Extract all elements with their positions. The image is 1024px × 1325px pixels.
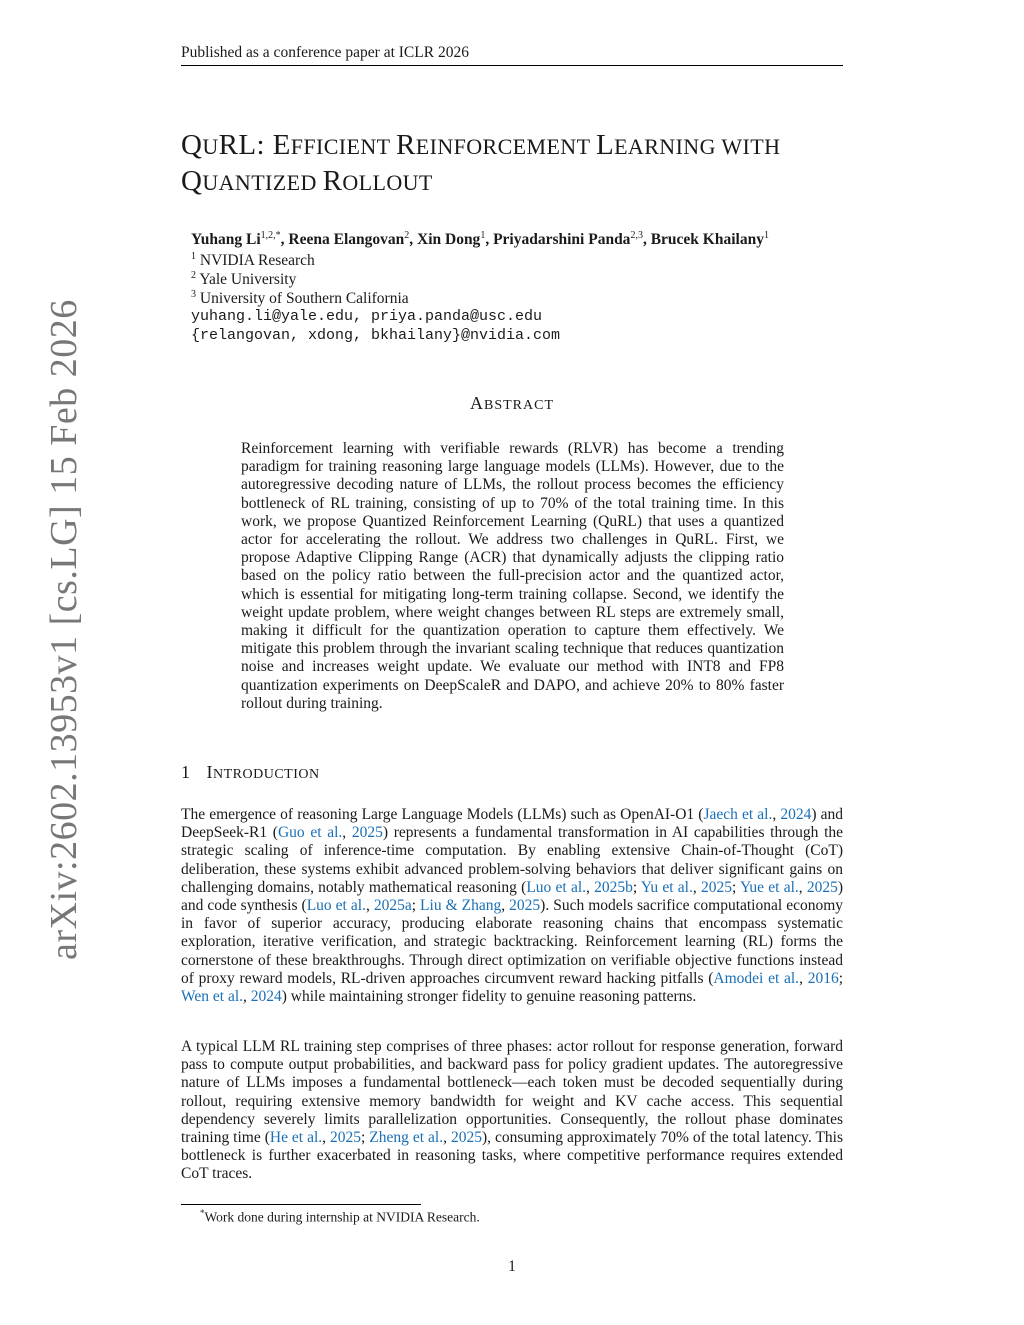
footnote: *Work done during internship at NVIDIA Research.: [200, 1208, 480, 1225]
paragraph-text: ,: [322, 1129, 330, 1147]
citation-link[interactable]: 2025: [450, 1129, 482, 1147]
paragraph-text: ;: [632, 878, 641, 896]
paragraph-text: The emergence of reasoning Large Language Models (LLMs) such as OpenAI-O1 (: [181, 806, 704, 823]
affiliation: $^3$ University of Southern California: [191, 289, 409, 308]
citation-link[interactable]: Luo et al.: [306, 897, 366, 915]
author-name: Reena Elangovan: [288, 231, 405, 249]
citation-link[interactable]: Guo et al.: [277, 824, 343, 842]
paragraph-text: ,: [365, 897, 374, 915]
paragraph-text: ). Such models sacrifice computational economy in favor of superior accuracy, producing elaborate reasoning chains that encompass systematic exploration, iterative verification, and strategic backtracking. Reinforcement learning (RL) forms the cornerstone of these breakthroughs. Through direct optimization on verifiable objective functions instead of proxy reward models, RL-driven approaches circumvent reward hacking pitfalls (: [181, 897, 844, 987]
citation-link[interactable]: 2025: [351, 824, 383, 842]
paragraph-text: ;: [731, 878, 740, 896]
arxiv-side-stamp: arXiv:2602.13953v1 [cs.LG] 15 Feb 2026: [43, 299, 85, 960]
header-rule: [181, 65, 843, 66]
abstract-heading: ABSTRACT: [469, 393, 554, 413]
email-line: yuhang.li@yale.edu, priya.panda@usc.edu: [191, 308, 543, 325]
paragraph-text: ) and code synthesis (: [181, 878, 844, 915]
paragraph-text: ) represents a fundamental transformation in AI capabilities through the strategic scaling of inference-time computation. By enabling extensive Chain-of-Thought (CoT) deliberation, these systems exhibit advanced problem-solving behaviors that deliver significant gains on challenging domains, notably mathematical reasoning (: [181, 824, 844, 896]
running-header: Published as a conference paper at ICLR 2026: [181, 44, 469, 61]
intro-paragraph-1: [181, 806, 843, 1006]
citation-link[interactable]: Jaech et al.: [703, 806, 773, 823]
paragraph-text: ,: [586, 878, 595, 896]
paragraph-text: ), consuming approximately 70% of the total latency. This bottleneck is further exacerbated in reasoning tasks, where competitive performance requires extended CoT traces.: [181, 1129, 844, 1183]
paragraph-text: ,: [243, 988, 251, 1006]
citation-link[interactable]: 2025a: [373, 897, 412, 915]
paragraph-text: ,: [799, 969, 808, 987]
paragraph-text: ;: [411, 897, 421, 915]
citation-link[interactable]: 2024: [250, 988, 282, 1006]
abstract-body: Reinforcement learning with verifiable rewards (RLVR) has become a trending paradigm for training reasoning large language models (LLMs). However, due to the autoregressive decoding nature of LLMs, the rollout process becomes the efficiency bottleneck of RL training, consisting of up to 70% of the total training time. In this work, we propose Quantized Reinforcement Learning (QuRL) that uses a quantized actor for accelerating the rollout. We address two challenges in QuRL. First, we propose Adaptive Clipping Range (ACR) that dynamically adjusts the clipping ratio based on the policy ratio between the full-precision actor and the quantized actor, which is essential for mitigating long-term training collapse. Second, we identify the weight update problem, where weight changes between RL steps are extremely small, making it difficult for the quantization operation to capture them effectively. We mitigate this problem through the invariant scaling technique that reduces quantization noise and increases weight update. We evaluate our method with INT8 and FP8 quantization experiments on DeepScaleR and DAPO, and achieve 20% to 80% faster rollout during training.: [241, 440, 784, 712]
section-heading: 1 INTRODUCTION: [181, 762, 320, 782]
author-name: Yuhang Li: [191, 231, 261, 249]
paragraph-text: ;: [838, 969, 843, 987]
citation-link[interactable]: 2025: [806, 878, 838, 896]
citation-link[interactable]: 2025: [330, 1129, 361, 1147]
author-list: Yuhang $Li^{1,2,*}$, Reena Elangovan$^2$, Xin Dong$^1$, Priyadarshini Panda$^{2,3}$, Brucek Khailany$^1$: [191, 230, 769, 249]
paragraph-text: ;: [361, 1129, 370, 1147]
author-name: Brucek Khailany: [650, 231, 764, 249]
citation-link[interactable]: Liu & Zhang: [420, 897, 502, 915]
paragraph-text: ,: [443, 1129, 451, 1147]
intro-paragraph-2: [181, 1038, 843, 1184]
paragraph-text: ,: [692, 878, 701, 896]
paragraph-text: ) and DeepSeek-R1 (: [181, 806, 844, 842]
paragraph-text: ,: [342, 824, 352, 842]
author-name: Priyadarshini Panda: [493, 231, 631, 249]
paragraph-text: ) while maintaining stronger fidelity to genuine reasoning patterns.: [281, 988, 697, 1006]
paper-title: QURL: EFFICIENT REINFORCEMENT LEARNING WITH QUANTIZED ROLLOUT: [181, 129, 781, 197]
author-name: Xin Dong: [417, 231, 481, 249]
affiliation: $^1$ NVIDIA Research: [191, 251, 315, 270]
footnote-rule: [181, 1204, 421, 1205]
citation-link[interactable]: Zheng et al.: [369, 1129, 444, 1147]
citation-link[interactable]: Amodei et al.: [713, 969, 800, 987]
citation-link[interactable]: Luo et al.: [526, 878, 587, 896]
citation-link[interactable]: 2025: [700, 878, 732, 896]
page-number: 1: [508, 1258, 516, 1275]
citation-link[interactable]: Wen et al.: [181, 988, 244, 1006]
citation-link[interactable]: 2016: [807, 969, 839, 987]
citation-link[interactable]: Yu et al.: [640, 878, 693, 896]
citation-link[interactable]: 2025: [509, 897, 541, 915]
citation-link[interactable]: 2024: [780, 806, 812, 823]
paragraph-text: ,: [798, 878, 807, 896]
paragraph-text: ,: [501, 897, 510, 915]
paragraph-text: ,: [772, 806, 781, 823]
paragraph-text: A typical LLM RL training step comprises of three phases: actor rollout for response generation, forward pass to compute output probabilities, and backward pass for policy gradient updates. The autoregressive nature of LLMs imposes a fundamental bottleneck—each token must be decoded sequentially during rollout, requiring extensive memory bandwidth for weight and KV cache access. This sequential dependency severely limits parallelization opportunities. Consequently, the rollout phase dominates training time (: [181, 1038, 843, 1147]
email-line: {relangovan, xdong, bkhailany}@nvidia.com: [191, 327, 561, 344]
citation-link[interactable]: Yue et al.: [739, 878, 799, 896]
affiliation: $^2$ Yale University: [191, 270, 297, 289]
citation-link[interactable]: 2025b: [594, 878, 633, 896]
citation-link[interactable]: He et al.: [269, 1129, 323, 1147]
